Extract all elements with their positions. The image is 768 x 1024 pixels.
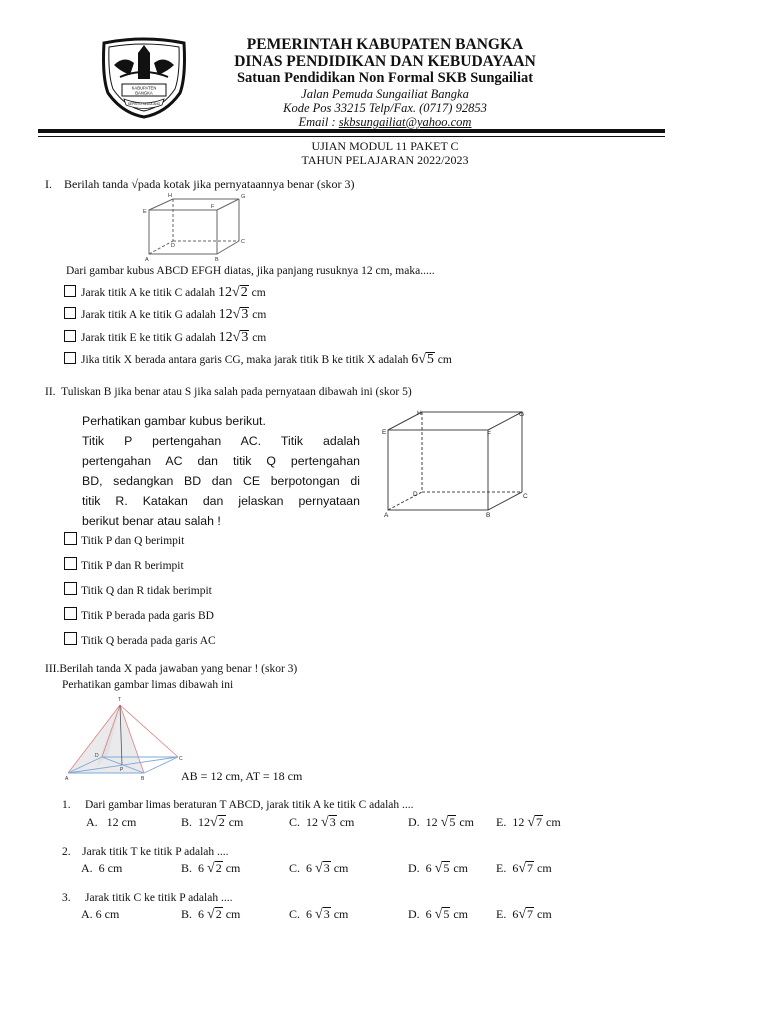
exam-year: TAHUN PELAJARAN 2022/2023 bbox=[301, 153, 469, 167]
header-rule-thick bbox=[38, 129, 665, 133]
cube1-label-g: G bbox=[241, 194, 246, 200]
cube1-label-b: B bbox=[215, 257, 219, 263]
pyramid-label-a: A bbox=[65, 776, 69, 781]
answer-option[interactable]: B. 12√2 cm bbox=[181, 815, 244, 830]
email-link[interactable]: skbsungailiat@yahoo.com bbox=[338, 115, 472, 129]
answer-option[interactable]: B. 6 √2 cm bbox=[181, 861, 241, 876]
section1-item: Jarak titik A ke titik G adalah 12√3 cm bbox=[64, 307, 266, 323]
header-rule-thin bbox=[38, 136, 665, 137]
section3-subtitle: Perhatikan gambar limas dibawah ini bbox=[62, 679, 234, 691]
answer-option[interactable]: E. 6√7 cm bbox=[496, 907, 552, 922]
header-unit: Satuan Pendidikan Non Formal SKB Sungailiat bbox=[236, 70, 534, 86]
checkbox[interactable] bbox=[64, 330, 76, 342]
header-address: Jalan Pemuda Sungailiat Bangka bbox=[301, 87, 469, 101]
section1-item: Jarak titik E ke titik G adalah 12√3 cm bbox=[64, 330, 266, 346]
paragraph-line: BD, sedangkan BD dan CE berpotongan di bbox=[82, 474, 360, 488]
paragraph-line: titik R. Katakan dan jelaskan pernyataan bbox=[82, 494, 360, 508]
cube2-label-c: C bbox=[523, 493, 528, 500]
logo-text-1: KABUPATEN bbox=[131, 85, 157, 91]
answer-option[interactable]: D. 12 √5 cm bbox=[408, 815, 475, 830]
section2-instruction: II. Tuliskan B jika benar atau S jika salah pada pernyataan dibawah ini (skor 5) bbox=[45, 386, 412, 398]
question: 3. Jarak titik C ke titik P adalah .... bbox=[62, 892, 233, 904]
pyramid-label-t: T bbox=[118, 697, 122, 703]
cube2-label-g: G bbox=[519, 411, 525, 418]
checkbox[interactable] bbox=[64, 607, 77, 620]
cube2-label-a: A bbox=[384, 512, 389, 519]
regency-logo bbox=[100, 37, 188, 119]
answer-option[interactable]: A. 6 cm bbox=[81, 861, 123, 875]
section3-number: III. bbox=[45, 663, 60, 675]
logo-text-2: BANGKA bbox=[135, 90, 153, 96]
checkbox[interactable] bbox=[64, 352, 76, 364]
header-postal: Kode Pos 33215 Telp/Fax. (0717) 92853 bbox=[283, 101, 487, 115]
cube2-label-e: E bbox=[382, 429, 387, 436]
pyramid-figure bbox=[62, 693, 184, 781]
section3-instruction: III.Berilah tanda X pada jawaban yang benar ! (skor 3) bbox=[45, 663, 298, 675]
header-email-line bbox=[180, 115, 590, 130]
answer-option[interactable]: A. 12 cm bbox=[86, 815, 137, 829]
section1-item: Jika titik X berada antara garis CG, maka jarak titik B ke titik X adalah 6√5 cm bbox=[64, 352, 452, 368]
pyramid-label-b: B bbox=[141, 776, 145, 781]
paragraph-line: berikut benar atau salah ! bbox=[82, 514, 221, 528]
answer-option[interactable]: D. 6 √5 cm bbox=[408, 907, 469, 922]
answer-option[interactable]: E. 6√7 cm bbox=[496, 861, 552, 876]
email-label: Email : bbox=[298, 115, 336, 129]
paragraph-line: Perhatikan gambar kubus berikut. bbox=[82, 414, 266, 428]
cube1-label-c: C bbox=[241, 239, 245, 245]
cube1-label-f: F bbox=[211, 204, 215, 210]
question: 1. Dari gambar limas beraturan T ABCD, jarak titik A ke titik C adalah .... bbox=[62, 799, 414, 811]
answer-option[interactable]: A. 6 cm bbox=[81, 907, 120, 921]
checkbox[interactable] bbox=[64, 557, 77, 570]
cube-figure-1 bbox=[140, 191, 255, 264]
paragraph-line: pertengahan AC dan titik Q pertengahan bbox=[82, 454, 360, 468]
header-government: PEMERINTAH KABUPATEN BANGKA bbox=[246, 36, 524, 53]
cube1-label-a: A bbox=[145, 257, 149, 263]
cube1-label-h: H bbox=[168, 193, 172, 199]
section1-instruction bbox=[45, 177, 354, 192]
checkbox[interactable] bbox=[64, 285, 76, 297]
section1-instruction-post: pada kotak jika pernyataannya benar (skor 3) bbox=[137, 177, 355, 191]
checkbox[interactable] bbox=[64, 532, 77, 545]
pyramid-label-c: C bbox=[179, 756, 183, 762]
cube2-label-f: F bbox=[487, 431, 491, 438]
section2-number: II. bbox=[45, 386, 56, 398]
pyramid-label-d: D bbox=[95, 753, 99, 759]
checkbox[interactable] bbox=[64, 632, 77, 645]
section1-number: I. bbox=[45, 177, 52, 191]
cube1-label-e: E bbox=[143, 209, 147, 215]
cube1-label-d: D bbox=[171, 243, 175, 249]
checkbox[interactable] bbox=[64, 582, 77, 595]
exam-title: UJIAN MODUL 11 PAKET C bbox=[311, 139, 459, 153]
answer-option[interactable]: D. 6 √5 cm bbox=[408, 861, 469, 876]
cube-figure-2 bbox=[380, 404, 540, 520]
section2-item: Titik P berada pada garis BD bbox=[64, 607, 214, 622]
answer-option[interactable]: C. 6 √3 cm bbox=[289, 861, 349, 876]
answer-option[interactable]: C. 12 √3 cm bbox=[289, 815, 355, 830]
given-values: AB = 12 cm, AT = 18 cm bbox=[181, 769, 303, 783]
question: 2. Jarak titik T ke titik P adalah .... bbox=[62, 846, 229, 858]
section1-instruction-pre: Berilah tanda bbox=[64, 177, 129, 191]
cube2-label-d: D bbox=[413, 491, 418, 498]
cube2-label-h: H bbox=[417, 410, 422, 417]
check-symbol: √ bbox=[131, 177, 138, 191]
cube2-label-b: B bbox=[486, 512, 491, 519]
answer-option[interactable]: B. 6 √2 cm bbox=[181, 907, 241, 922]
answer-option[interactable]: E. 12 √7 cm bbox=[496, 815, 561, 830]
section2-item: Titik P dan R berimpit bbox=[64, 557, 184, 572]
section2-paragraph bbox=[82, 411, 360, 531]
paragraph-line: Titik P pertengahan AC. Titik adalah bbox=[82, 434, 360, 448]
section1-intro: Dari gambar kubus ABCD EFGH diatas, jika panjang rusuknya 12 cm, maka..... bbox=[66, 265, 435, 277]
pyramid-label-p: P bbox=[120, 767, 124, 773]
answer-option[interactable]: C. 6 √3 cm bbox=[289, 907, 349, 922]
section2-item: Titik P dan Q berimpit bbox=[64, 532, 184, 547]
header-department: DINAS PENDIDIKAN DAN KEBUDAYAAN bbox=[234, 53, 536, 70]
section2-item: Titik Q dan R tidak berimpit bbox=[64, 582, 212, 597]
checkbox[interactable] bbox=[64, 307, 76, 319]
section1-item: Jarak titik A ke titik C adalah 12√2 cm bbox=[64, 285, 266, 301]
logo-motto: SEPINTU SEDULANG bbox=[127, 102, 161, 106]
section2-item: Titik Q berada pada garis AC bbox=[64, 632, 216, 647]
